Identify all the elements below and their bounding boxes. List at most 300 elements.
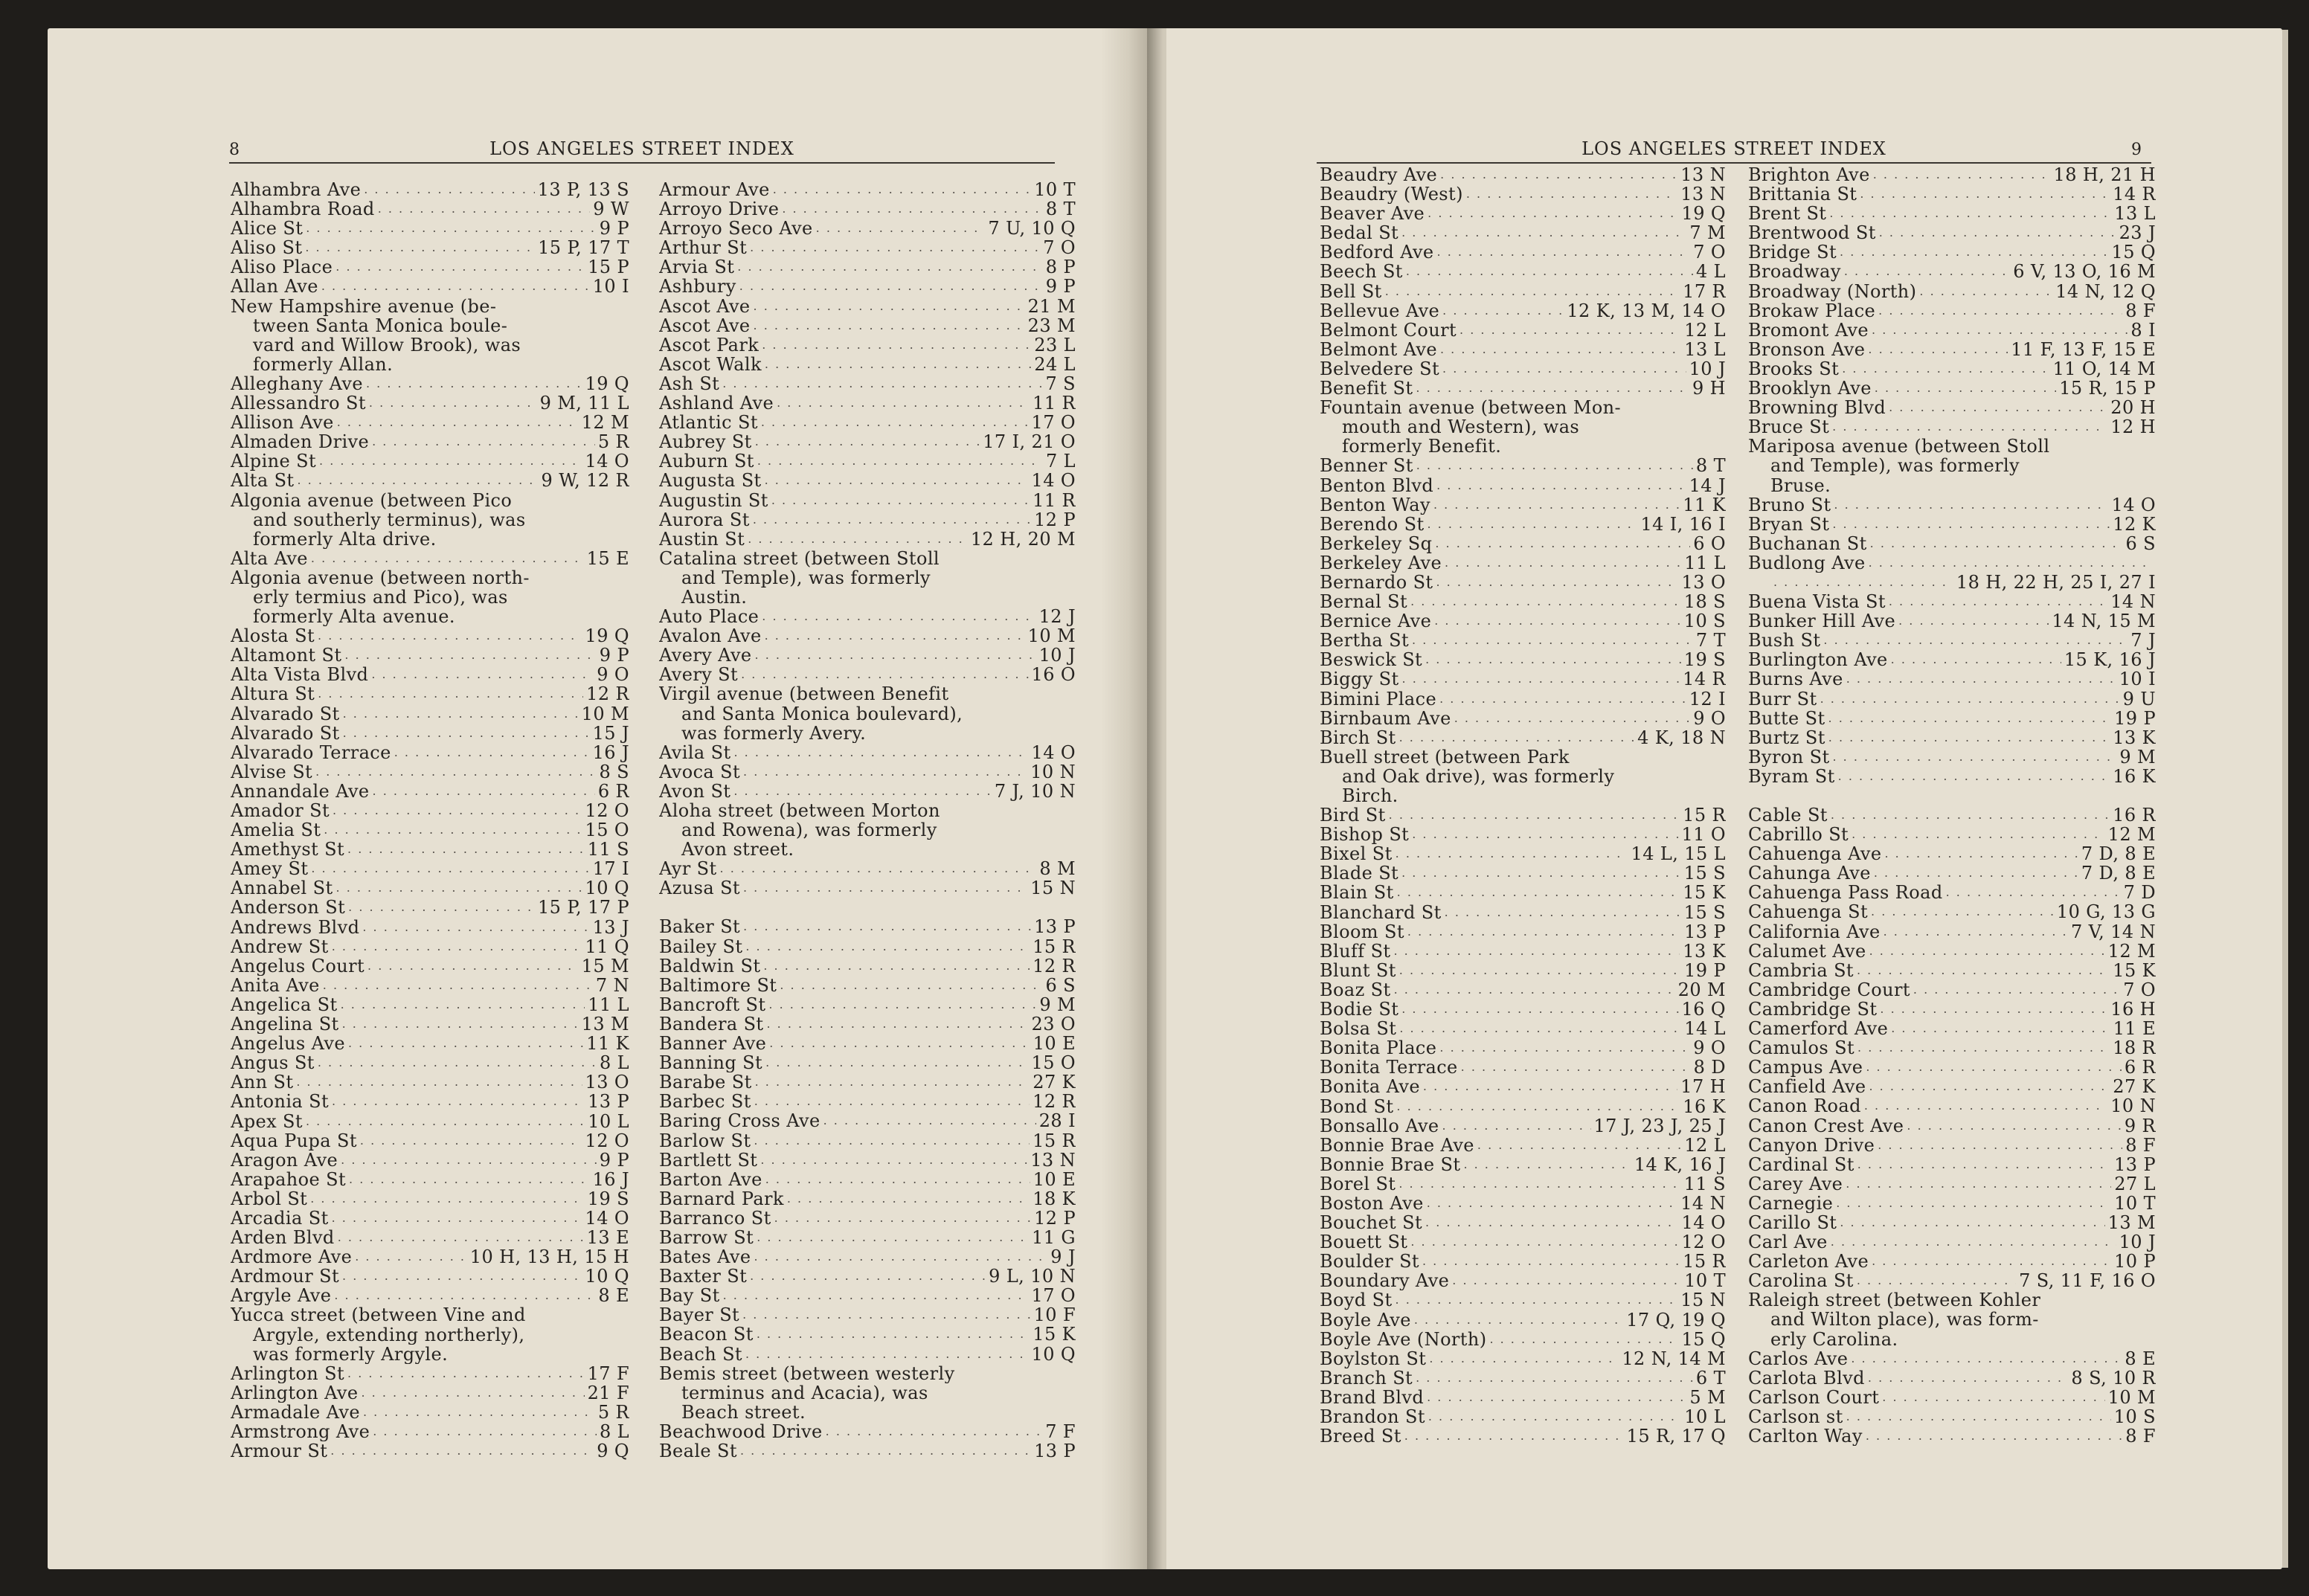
index-entry — [231, 704, 629, 724]
index-entry — [231, 840, 629, 859]
dot-leader — [1868, 1368, 2069, 1388]
map-grid-reference: 14 N — [2110, 592, 2156, 612]
index-column-1 — [231, 180, 629, 1461]
map-grid-reference: 12 R — [586, 684, 629, 704]
map-grid-reference: 8 D — [1693, 1058, 1726, 1078]
map-grid-reference: 15 R, 15 P — [2059, 379, 2156, 399]
dot-leader — [332, 1092, 585, 1111]
map-grid-reference: 10 E — [1033, 1169, 1076, 1189]
index-entry — [1748, 534, 2156, 553]
street-name: Bayer St — [659, 1305, 740, 1325]
index-entry — [1748, 805, 2156, 825]
dot-leader — [1452, 1271, 1681, 1290]
street-name: Allessandro St — [231, 393, 366, 414]
index-entry — [1748, 1194, 2156, 1213]
street-name: Calumet Ave — [1748, 941, 1866, 961]
index-entry — [659, 1305, 1076, 1325]
street-name: Bluff St — [1320, 941, 1391, 961]
index-entry — [1320, 592, 1726, 611]
street-name: Bernal St — [1320, 592, 1408, 612]
map-grid-reference: 10 M — [2107, 1387, 2156, 1407]
street-name: Auto Place — [659, 607, 760, 627]
left-page — [48, 28, 1143, 1569]
index-entry — [1320, 1290, 1726, 1310]
dot-leader — [1440, 340, 1681, 359]
map-grid-reference: 11 R — [1033, 393, 1076, 414]
dot-leader — [1454, 709, 1691, 728]
dot-leader — [1828, 709, 2112, 728]
map-grid-reference: 8 F — [2125, 1135, 2156, 1155]
dot-leader — [1416, 1368, 1693, 1388]
map-grid-reference: 15 P, 17 P — [537, 898, 629, 918]
street-name: Cahuenga St — [1748, 902, 1869, 922]
street-name: Amador St — [231, 801, 330, 821]
street-name: Alvarado Terrace — [231, 742, 391, 762]
map-grid-reference: 5 M — [1689, 1387, 1726, 1407]
index-entry — [1748, 573, 2156, 592]
street-name: Azusa St — [659, 878, 740, 898]
map-grid-reference: 6 T — [1695, 1368, 1726, 1388]
map-grid-reference: 20 M — [1677, 979, 1726, 1000]
street-name: Birch St — [1320, 727, 1396, 747]
street-name: Aqua Pupa St — [231, 1130, 357, 1151]
index-note-line: Virgil avenue (between Benefit — [659, 684, 949, 704]
index-entry — [1748, 709, 2156, 728]
index-entry — [1748, 1058, 2156, 1077]
dot-leader — [1439, 1038, 1690, 1058]
index-entry — [231, 743, 629, 762]
index-entry — [659, 937, 1076, 956]
map-grid-reference: 9 W — [593, 199, 629, 219]
map-grid-reference: 10 E — [1033, 1034, 1076, 1054]
dot-leader — [349, 1170, 590, 1189]
street-name: Altura St — [231, 684, 315, 704]
dot-leader — [1416, 456, 1693, 475]
index-entry — [1748, 1368, 2156, 1388]
index-entry — [231, 1441, 629, 1461]
dot-leader — [1872, 321, 2127, 340]
dot-leader — [1864, 1096, 2107, 1116]
street-name: Carolina St — [1748, 1271, 1854, 1291]
index-entry — [1320, 883, 1726, 902]
map-grid-reference: 6 O — [1693, 533, 1726, 553]
index-entry — [659, 510, 1076, 530]
index-entry — [659, 1209, 1076, 1228]
map-grid-reference: 20 H — [2110, 398, 2156, 418]
map-grid-reference: 17 O — [1031, 1286, 1076, 1306]
dot-leader — [1857, 1271, 2016, 1290]
street-name: Arden Blvd — [231, 1228, 335, 1248]
street-name: Buchanan St — [1748, 533, 1867, 553]
street-name: Broadway — [1748, 262, 1841, 282]
map-grid-reference: 9 P — [599, 219, 629, 239]
street-name: Ascot Park — [659, 335, 760, 355]
dot-leader — [737, 257, 1042, 277]
map-grid-reference: 10 M — [1027, 626, 1076, 646]
street-name: Biggy St — [1320, 669, 1399, 689]
street-name: Barbec St — [659, 1092, 751, 1112]
index-entry — [1320, 1368, 1726, 1388]
map-grid-reference: 11 E — [2113, 1019, 2156, 1039]
map-grid-reference: 13 O — [1681, 572, 1726, 593]
dot-leader — [306, 219, 597, 238]
dot-leader — [1869, 553, 2153, 573]
map-grid-reference: 11 K — [1683, 495, 1726, 515]
dot-leader — [348, 1034, 583, 1053]
street-name: Breed St — [1320, 1426, 1401, 1447]
dot-leader — [318, 1053, 597, 1072]
street-name: Avery Ave — [659, 646, 752, 666]
map-grid-reference: 12 O — [1681, 1232, 1726, 1252]
map-grid-reference: 9 Q — [597, 1441, 629, 1461]
index-note-line: formerly Benefit. — [1342, 437, 1502, 457]
street-name: Beachwood Drive — [659, 1421, 823, 1441]
map-grid-reference: 11 S — [1683, 1174, 1726, 1194]
dot-leader — [1401, 863, 1681, 883]
dot-leader — [766, 1014, 1028, 1034]
map-grid-reference: 7 U, 10 Q — [988, 219, 1076, 239]
map-grid-reference: 8 P — [1045, 257, 1076, 277]
street-name: Bruno St — [1748, 495, 1831, 515]
dot-leader — [1873, 165, 2051, 184]
street-name: Ardmore Ave — [231, 1247, 353, 1267]
map-grid-reference: 14 N, 12 Q — [2055, 281, 2156, 301]
map-grid-reference: 19 Q — [585, 626, 629, 646]
dot-leader — [1823, 631, 2127, 650]
index-entry — [1748, 398, 2156, 417]
index-column-3 — [1320, 165, 1726, 1446]
dot-leader — [1831, 1232, 2116, 1252]
map-grid-reference: 7 L — [1045, 451, 1076, 472]
dot-leader — [1878, 301, 2122, 321]
map-grid-reference: 12 H, 20 M — [970, 529, 1076, 549]
index-entry — [1320, 379, 1726, 398]
right-page — [1166, 28, 2282, 1569]
index-entry — [1748, 1426, 2156, 1446]
street-name: Carey Ave — [1748, 1174, 1843, 1194]
map-grid-reference: 10 L — [1684, 1407, 1726, 1427]
street-name: Aubrey St — [659, 432, 752, 452]
dot-leader — [750, 238, 1040, 257]
map-grid-reference: 19 Q — [585, 373, 629, 394]
index-entry — [1320, 942, 1726, 961]
street-name: Blanchard St — [1320, 902, 1442, 922]
street-name: Ashland Ave — [659, 393, 774, 414]
street-name: Bertha St — [1320, 631, 1410, 651]
dot-leader — [826, 1422, 1043, 1441]
map-grid-reference: 9 O — [597, 665, 629, 685]
map-grid-reference: 15 R, 17 Q — [1626, 1426, 1726, 1447]
index-entry — [659, 491, 1076, 510]
street-name: Boston Ave — [1320, 1193, 1424, 1214]
map-grid-reference: 4 K, 18 N — [1637, 727, 1726, 747]
street-name: Bryan St — [1748, 514, 1830, 534]
map-grid-reference: 15 S — [1683, 863, 1726, 884]
map-grid-reference: 10 T — [1034, 180, 1076, 200]
dot-leader — [734, 743, 1029, 762]
dot-leader — [1869, 942, 2105, 961]
street-name: Cambria St — [1748, 960, 1854, 980]
street-name: Butte St — [1748, 708, 1825, 728]
map-grid-reference: 12 L — [1684, 1135, 1726, 1155]
street-name: Berkeley Ave — [1320, 553, 1442, 573]
street-name: Alosta St — [231, 626, 315, 646]
street-name: Avery St — [659, 665, 739, 685]
map-grid-reference: 7 O — [2123, 979, 2156, 1000]
map-grid-reference: 10 J — [1038, 646, 1076, 666]
dot-leader — [1389, 805, 1680, 825]
index-entry — [659, 646, 1076, 665]
map-grid-reference: 9 U — [2122, 689, 2156, 709]
dot-leader — [754, 1131, 1030, 1151]
map-grid-reference: 23 O — [1031, 1014, 1076, 1034]
index-entry — [231, 1383, 629, 1403]
street-name: Arlington St — [231, 1363, 345, 1383]
index-entry — [1320, 573, 1726, 592]
dot-leader — [1428, 1407, 1681, 1426]
index-note-line: and Oak drive), was formerly — [1342, 766, 1615, 786]
dot-leader — [745, 937, 1030, 956]
index-note-line: formerly Allan. — [253, 354, 394, 374]
index-entry — [231, 646, 629, 665]
index-entry — [1320, 184, 1726, 204]
index-entry — [1320, 1330, 1726, 1349]
index-entry — [1320, 922, 1726, 942]
street-name: Ascot Ave — [659, 296, 751, 316]
index-entry — [659, 1267, 1076, 1286]
street-name: Benton Blvd — [1320, 475, 1434, 495]
index-entry — [231, 898, 629, 917]
dot-leader — [321, 277, 590, 296]
dot-leader — [311, 859, 589, 878]
index-entry — [1748, 1155, 2156, 1174]
dot-leader — [754, 297, 1025, 316]
index-entry — [659, 451, 1076, 471]
street-name: Cahuenga Ave — [1748, 844, 1882, 864]
street-name: Benton Way — [1320, 495, 1430, 515]
index-entry — [659, 277, 1076, 296]
index-entry — [1320, 165, 1726, 184]
dot-leader — [1866, 1058, 2122, 1077]
index-entry — [659, 530, 1076, 549]
dot-leader — [1857, 1038, 2110, 1058]
index-entry — [1748, 1388, 2156, 1407]
index-entry — [659, 1228, 1076, 1247]
dot-leader — [743, 878, 1027, 898]
dot-leader — [765, 1053, 1028, 1072]
map-grid-reference: 7 N — [595, 975, 629, 995]
index-entry — [1748, 262, 2156, 281]
index-entry — [231, 471, 629, 490]
dot-leader — [1907, 1116, 2121, 1136]
street-name: Byram St — [1748, 766, 1835, 786]
dot-leader — [743, 762, 1027, 782]
index-entry — [231, 918, 629, 937]
map-grid-reference: 16 K — [1683, 1096, 1726, 1116]
map-grid-reference: 16 O — [1031, 665, 1076, 685]
street-name: Benner St — [1320, 456, 1413, 476]
map-grid-reference: 23 M — [1027, 315, 1076, 335]
book-spine-left — [1101, 28, 1147, 1569]
index-note-line: was formerly Argyle. — [253, 1344, 449, 1364]
dot-leader — [768, 995, 1036, 1014]
dot-leader — [372, 432, 595, 451]
map-grid-reference: 12 P — [1034, 1208, 1076, 1228]
map-grid-reference: 15 R — [1683, 1252, 1726, 1272]
dot-leader — [765, 1170, 1030, 1189]
dot-leader — [1439, 689, 1686, 709]
index-entry — [659, 471, 1076, 490]
index-entry — [659, 878, 1076, 898]
map-grid-reference: 14 O — [1681, 1213, 1726, 1233]
dot-leader — [1440, 165, 1677, 184]
map-grid-reference: 10 I — [2119, 669, 2156, 689]
dot-leader — [757, 1228, 1029, 1247]
map-grid-reference: 7 J — [2130, 631, 2156, 651]
map-grid-reference: 5 R — [597, 1402, 629, 1422]
map-grid-reference: 12 L — [1684, 320, 1726, 340]
street-name: Angus St — [231, 1053, 315, 1073]
dot-leader — [787, 1189, 1030, 1209]
index-entry — [231, 1053, 629, 1072]
index-note-line: Birch. — [1342, 786, 1398, 806]
dot-leader — [763, 956, 1030, 976]
street-name: Bouchet St — [1320, 1213, 1423, 1233]
dot-leader — [722, 374, 1042, 393]
map-grid-reference: 10 S — [2113, 1406, 2156, 1426]
map-grid-reference: 10 Q — [585, 1267, 629, 1287]
map-grid-reference: 11 L — [588, 994, 629, 1015]
index-column-4 — [1748, 165, 2156, 1446]
street-name: Alta St — [231, 471, 295, 491]
dot-leader — [363, 1403, 595, 1422]
map-grid-reference: 17 F — [587, 1363, 629, 1383]
index-entry — [231, 277, 629, 296]
map-grid-reference: 9 L, 10 N — [989, 1267, 1076, 1287]
street-name: Berendo St — [1320, 514, 1425, 534]
street-name: Cahunga Ave — [1748, 863, 1871, 884]
street-name: Cahuenga Pass Road — [1748, 883, 1943, 903]
street-name: Barlow St — [659, 1130, 751, 1151]
street-name: Altamont St — [231, 646, 342, 666]
map-grid-reference: 13 N — [1680, 184, 1726, 205]
street-name: Arvia St — [659, 257, 735, 277]
dot-leader — [341, 995, 585, 1014]
dot-leader — [754, 1092, 1030, 1111]
map-grid-reference: 23 L — [1034, 335, 1076, 355]
map-grid-reference: 13 L — [1684, 339, 1726, 359]
dot-leader — [755, 646, 1036, 665]
map-grid-reference: 10 S — [1683, 611, 1726, 631]
page-edge — [2282, 30, 2288, 1568]
street-name: Amey St — [231, 859, 309, 879]
street-name: Bernardo St — [1320, 572, 1433, 593]
map-grid-reference: 19 P — [1684, 960, 1726, 980]
street-name: Arthur St — [659, 238, 748, 258]
street-name: Ann St — [231, 1072, 294, 1093]
dot-leader — [311, 549, 584, 568]
dot-leader — [1399, 1019, 1681, 1038]
index-entry — [231, 801, 629, 820]
street-name: Arlington Ave — [231, 1383, 359, 1403]
dot-leader — [761, 413, 1029, 432]
index-entry — [659, 1170, 1076, 1189]
map-grid-reference: 7 D — [2123, 883, 2156, 903]
street-name: Brandon St — [1320, 1407, 1425, 1427]
street-name: Aragon Ave — [231, 1150, 338, 1170]
dot-leader — [754, 316, 1025, 335]
street-name: Bancroft St — [659, 994, 766, 1014]
dot-leader — [1846, 1174, 2111, 1194]
dot-leader — [1436, 573, 1678, 592]
dot-leader — [1872, 1252, 2111, 1271]
dot-leader — [1852, 825, 2105, 844]
street-name: Borel St — [1320, 1174, 1396, 1194]
street-name: Camulos St — [1748, 1038, 1855, 1058]
index-entry — [1748, 747, 2156, 767]
street-name: Burtz St — [1748, 727, 1825, 747]
index-entry — [659, 1053, 1076, 1072]
street-name: Alleghany Ave — [231, 373, 363, 394]
map-grid-reference: 10 Q — [585, 878, 629, 898]
street-name: Amelia St — [231, 820, 321, 840]
index-entry — [231, 451, 629, 471]
street-name: Barabe St — [659, 1072, 752, 1093]
street-name: Branch St — [1320, 1368, 1413, 1388]
index-entry — [231, 937, 629, 956]
dot-leader — [1459, 321, 1681, 340]
map-grid-reference: 17 J, 23 J, 25 J — [1593, 1116, 1726, 1136]
index-note-line: Bemis street (between westerly — [659, 1363, 955, 1383]
map-grid-reference: 16 J — [592, 742, 629, 762]
index-note-line: Raleigh street (between Kohler — [1748, 1290, 2041, 1310]
street-name: Bridge St — [1748, 242, 1837, 263]
map-grid-reference: 10 T — [2114, 1193, 2156, 1213]
index-entry — [659, 1441, 1076, 1461]
dot-leader — [332, 937, 582, 956]
street-name: Augusta St — [659, 471, 762, 491]
index-entry — [231, 1247, 629, 1267]
street-name: Buena Vista St — [1748, 592, 1886, 612]
dot-leader — [1442, 1116, 1591, 1136]
map-grid-reference: 12 M — [2107, 941, 2156, 961]
index-entry — [1748, 1096, 2156, 1116]
street-name: Campus Ave — [1748, 1058, 1863, 1078]
dot-leader — [720, 859, 1037, 878]
map-grid-reference: 19 S — [587, 1188, 629, 1209]
index-entry — [231, 665, 629, 684]
map-grid-reference: 7 S, 11 F, 16 O — [2019, 1271, 2156, 1291]
index-entry — [1748, 1174, 2156, 1194]
index-entry — [1320, 242, 1726, 262]
index-entry — [231, 1131, 629, 1151]
street-name: Atlantic St — [659, 413, 758, 433]
index-entry — [659, 1072, 1076, 1092]
index-entry — [1748, 863, 2156, 883]
map-grid-reference: 10 Q — [1031, 1344, 1076, 1364]
dot-leader — [378, 199, 591, 219]
index-entry — [1748, 825, 2156, 844]
dot-leader — [1868, 340, 2008, 359]
index-note-line: Algonia avenue (between north- — [231, 567, 530, 588]
index-entry — [231, 374, 629, 393]
map-grid-reference: 9 O — [1693, 1038, 1726, 1058]
index-entry — [1320, 1310, 1726, 1330]
index-entry — [1320, 515, 1726, 534]
map-grid-reference: 12 P — [1034, 509, 1076, 530]
map-grid-reference: 18 S — [1683, 592, 1726, 612]
index-entry — [1748, 495, 2156, 515]
